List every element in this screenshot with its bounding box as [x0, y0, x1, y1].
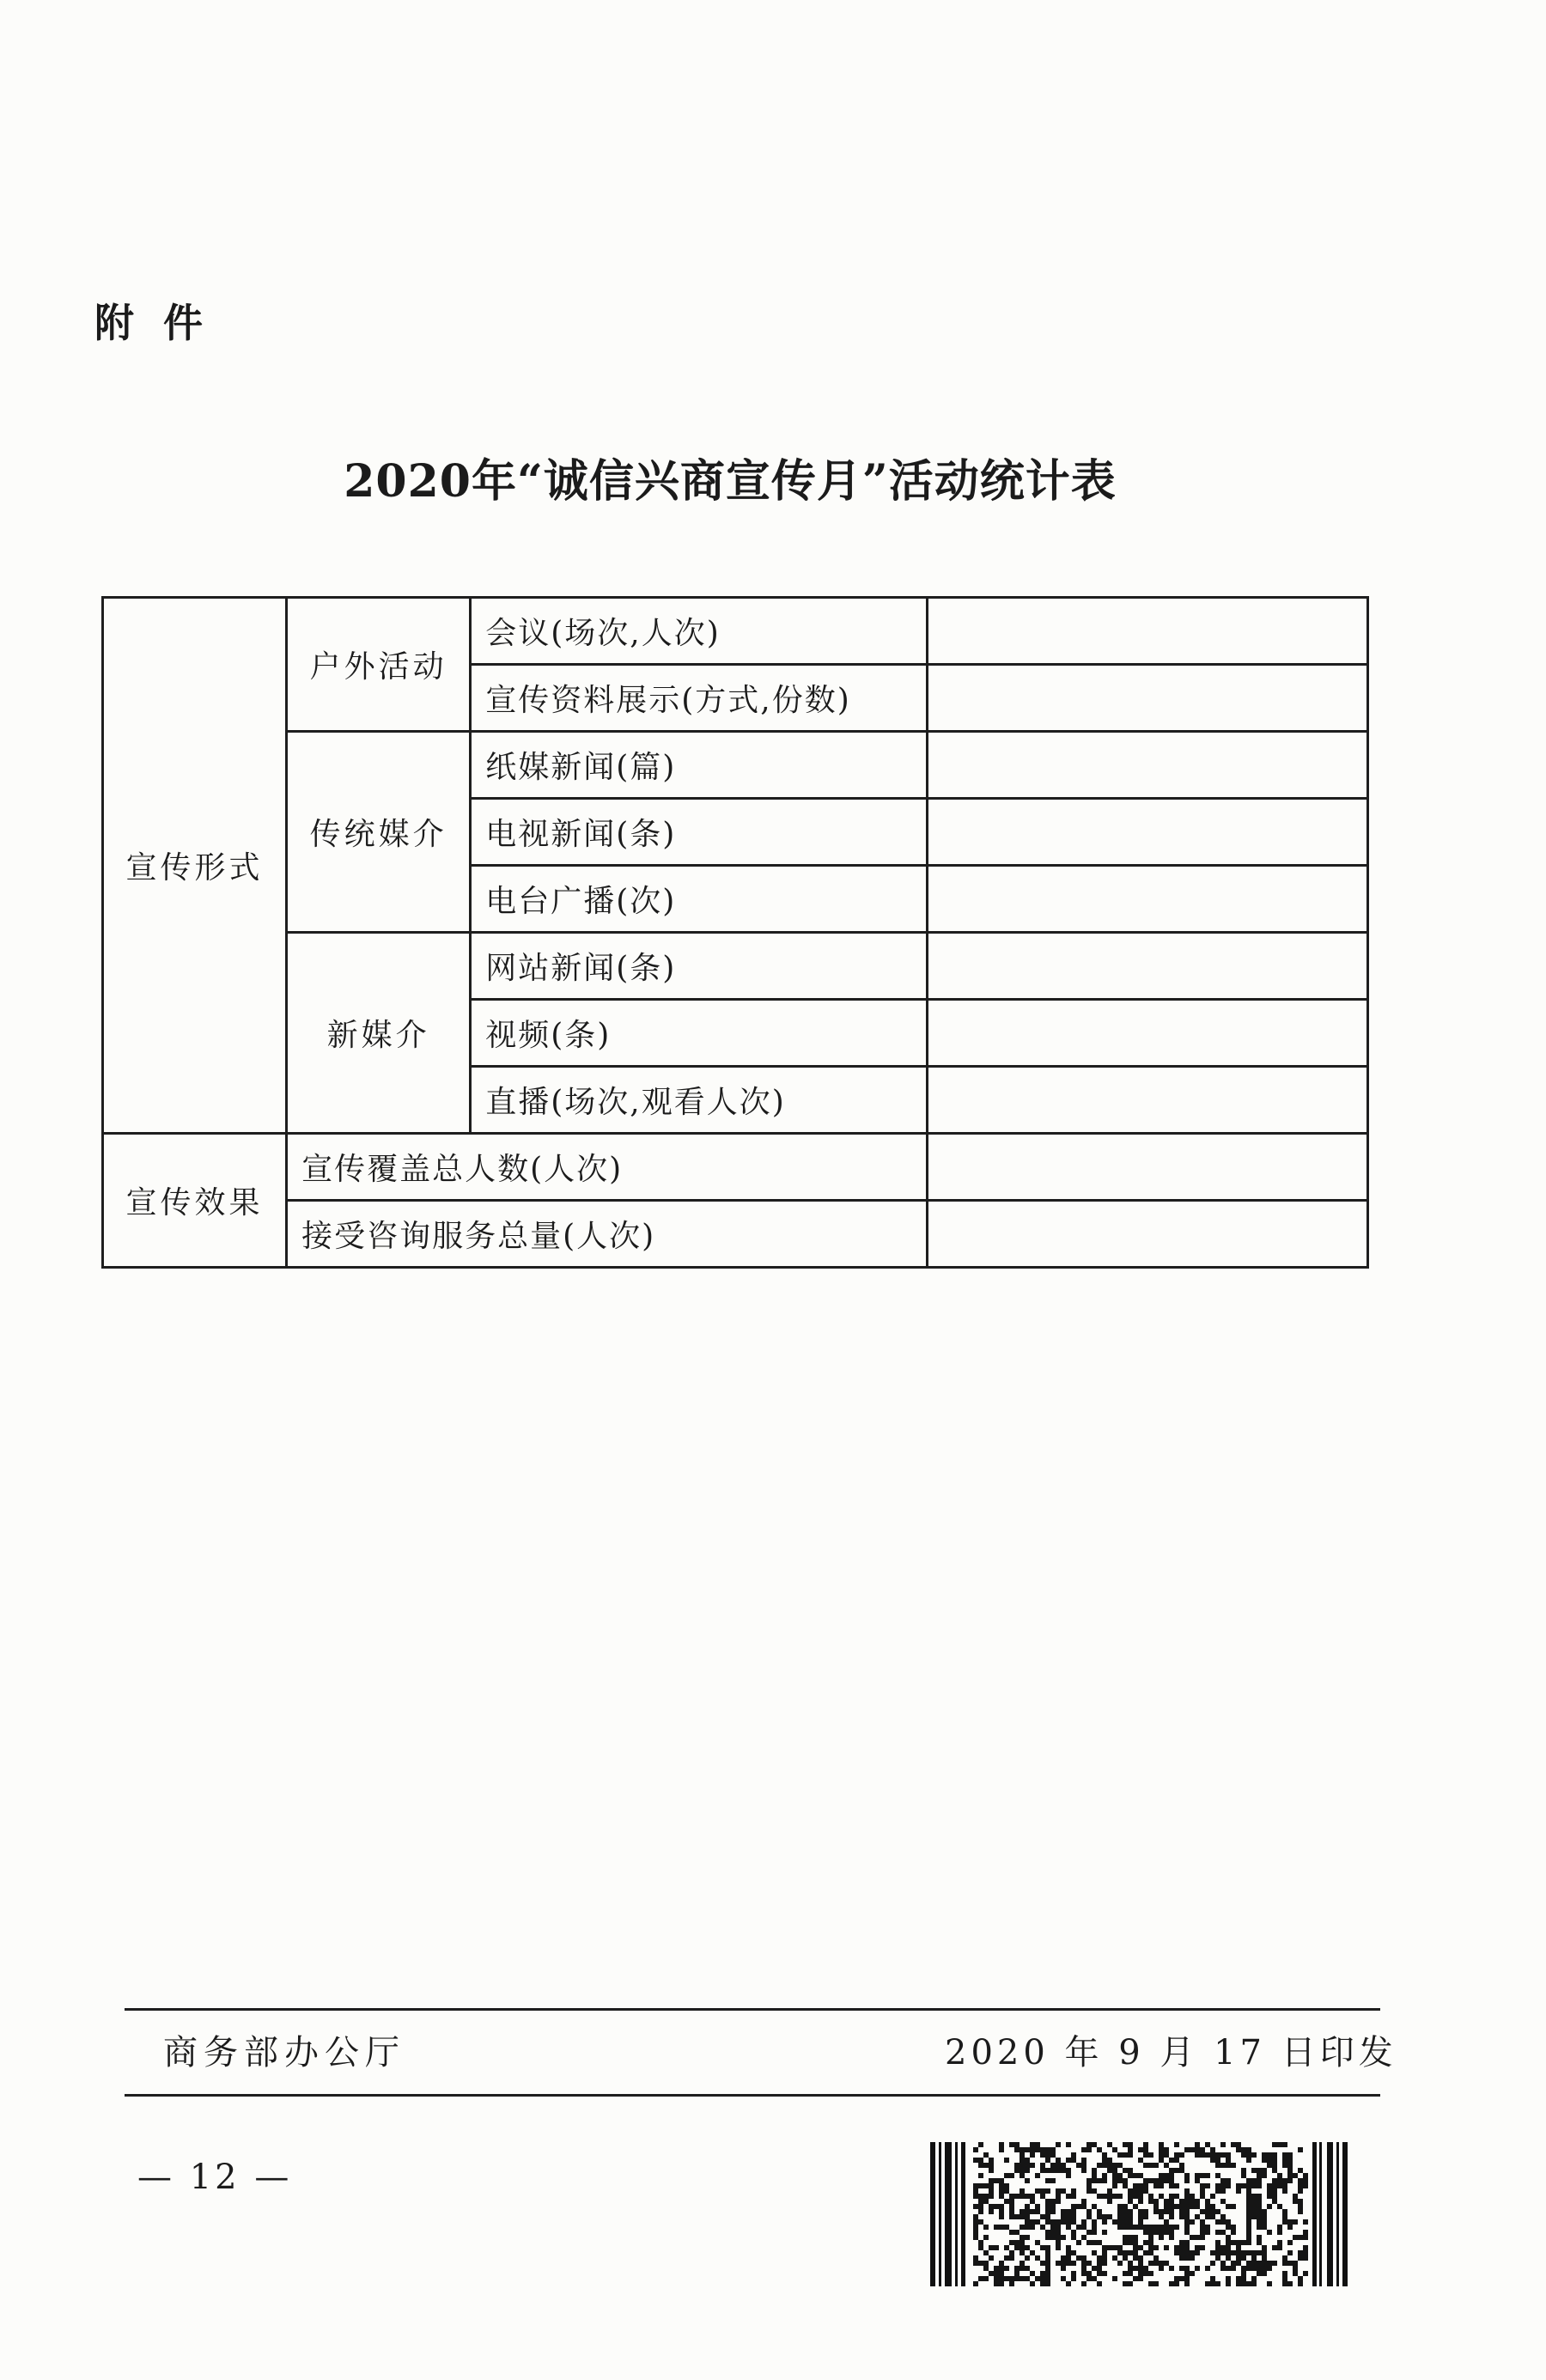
item-cell: 视频(条) — [471, 1000, 928, 1067]
table-row — [103, 933, 1368, 1000]
subgroup-cell-traditional-media: 传统媒介 — [287, 732, 471, 933]
table-row — [103, 1134, 1368, 1201]
table-row — [103, 732, 1368, 799]
statistics-table — [101, 596, 1369, 1269]
footer-rule-bottom — [125, 2094, 1380, 2097]
item-cell: 纸媒新闻(篇) — [471, 732, 928, 799]
item-cell: 会议(场次,人次) — [471, 598, 928, 665]
group-cell-publicity-form: 宣传形式 — [103, 598, 287, 1134]
item-cell: 宣传覆盖总人数(人次) — [287, 1134, 928, 1201]
page-number: — 12 — — [137, 2158, 293, 2197]
issuer-name: 商务部办公厅 — [163, 2033, 405, 2073]
table-row — [103, 1201, 1368, 1268]
barcode-image — [930, 2142, 1348, 2286]
value-cell[interactable] — [927, 1000, 1367, 1067]
value-cell[interactable] — [927, 732, 1367, 799]
group-cell-publicity-effect: 宣传效果 — [103, 1134, 287, 1268]
item-cell: 电视新闻(条) — [471, 799, 928, 866]
item-cell: 宣传资料展示(方式,份数) — [471, 665, 928, 732]
subgroup-cell-outdoor: 户外活动 — [287, 598, 471, 732]
attachment-label: 附件 — [94, 300, 232, 346]
value-cell[interactable] — [927, 1134, 1367, 1201]
table-title: 2020年“诚信兴商宣传月”活动统计表 — [344, 455, 1117, 508]
table-row — [103, 598, 1368, 665]
subgroup-cell-new-media: 新媒介 — [287, 933, 471, 1134]
value-cell[interactable] — [927, 665, 1367, 732]
issue-date: 2020 年 9 月 17 日印发 — [945, 2033, 1397, 2073]
item-cell: 电台广播(次) — [471, 866, 928, 933]
item-cell: 接受咨询服务总量(人次) — [287, 1201, 928, 1268]
value-cell[interactable] — [927, 799, 1367, 866]
footer-rule-top — [125, 2008, 1380, 2011]
value-cell[interactable] — [927, 1201, 1367, 1268]
value-cell[interactable] — [927, 598, 1367, 665]
item-cell: 网站新闻(条) — [471, 933, 928, 1000]
value-cell[interactable] — [927, 866, 1367, 933]
item-cell: 直播(场次,观看人次) — [471, 1067, 928, 1134]
value-cell[interactable] — [927, 1067, 1367, 1134]
value-cell[interactable] — [927, 933, 1367, 1000]
